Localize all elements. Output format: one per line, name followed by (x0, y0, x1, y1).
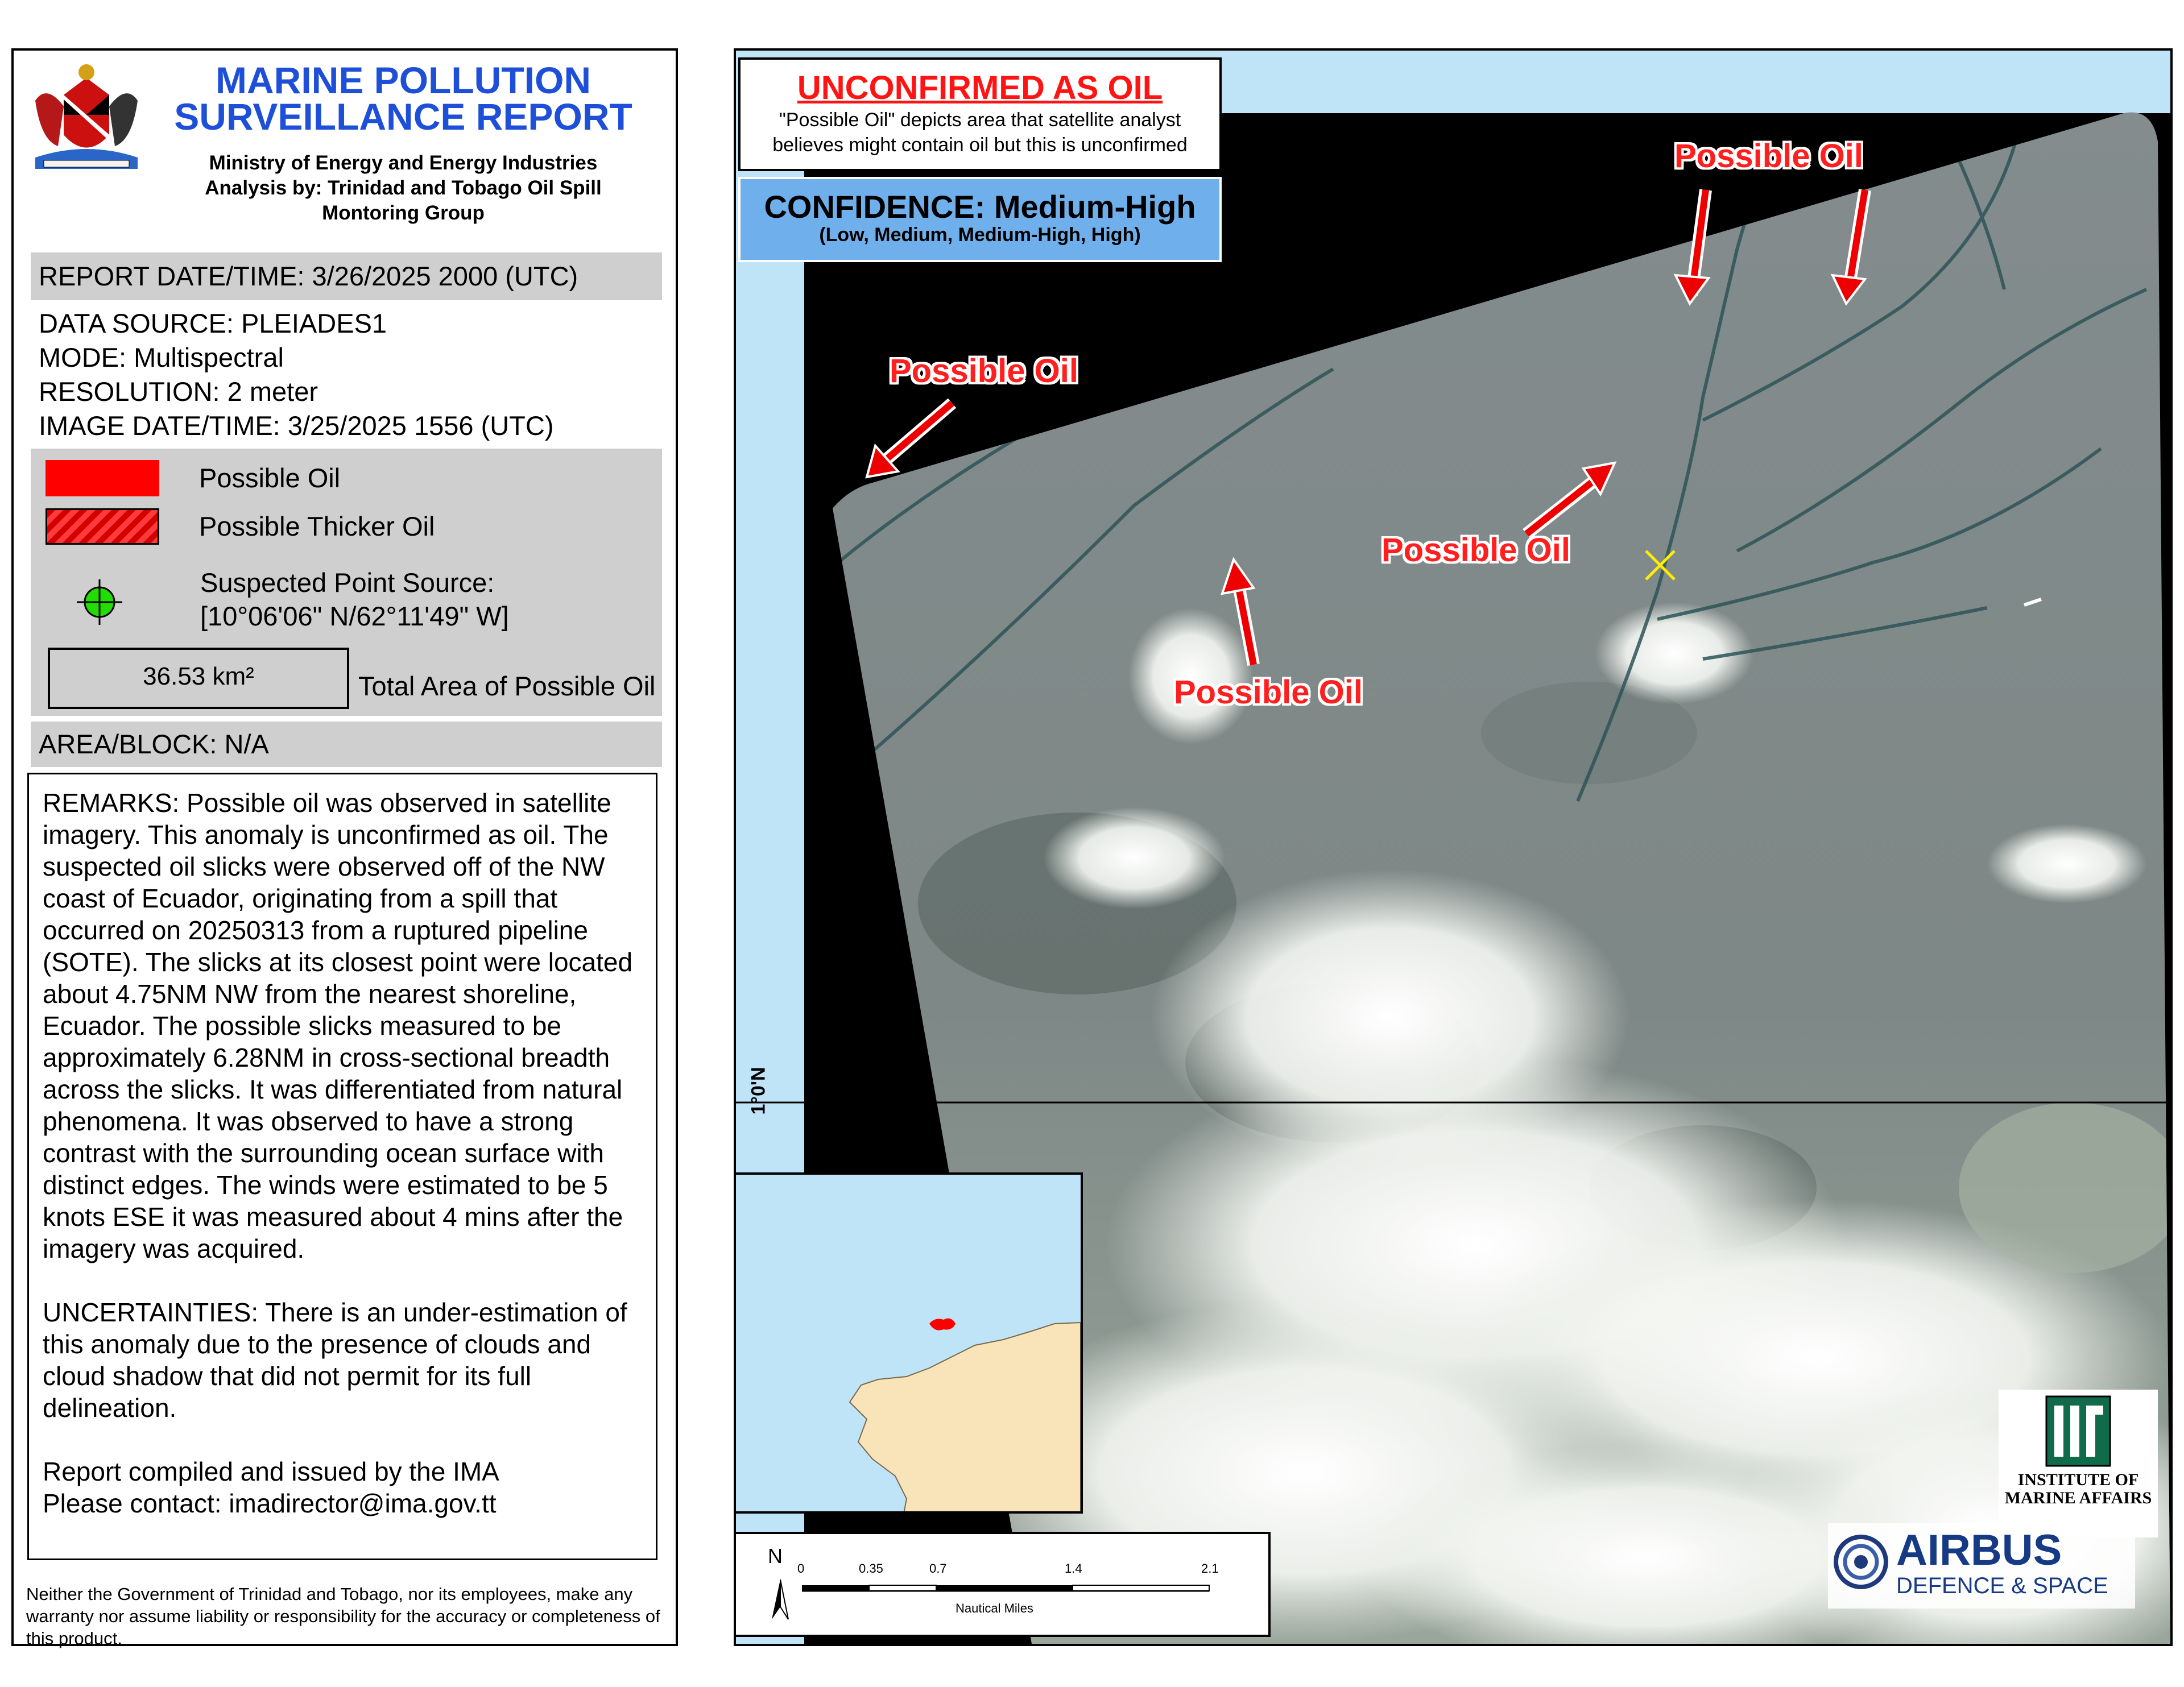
callout-possible-oil-1: Possible Oil (890, 353, 1078, 389)
total-area-label: Total Area of Possible Oil (358, 671, 656, 701)
ima-emblem-icon (2044, 1394, 2112, 1468)
confidence-scale: (Low, Medium, Medium-High, High) (819, 224, 1141, 246)
ministry-name: Ministry of Energy and Energy Industries (209, 152, 598, 174)
callout-possible-oil-4: Possible Oil (1674, 138, 1863, 175)
callout-possible-oil-3: Possible Oil (1381, 532, 1570, 569)
remarks-box (27, 773, 657, 1560)
north-arrow-label: N (768, 1544, 783, 1568)
scale-units: Nautical Miles (956, 1601, 1033, 1615)
satellite-map[interactable] (734, 48, 2173, 1646)
ima-logo (1999, 1390, 2158, 1537)
airbus-name: AIRBUS (1896, 1526, 2062, 1574)
compiled-by: Report compiled and issued by the IMA (43, 1457, 499, 1486)
scale-bar-graphic (736, 1534, 1268, 1636)
legend-point-source-label: Suspected Point Source: (200, 567, 495, 598)
scale-tick-1: 0.35 (859, 1561, 883, 1576)
ima-name-line1: INSTITUTE OF (2017, 1470, 2139, 1489)
total-area-value: 36.53 km² (143, 662, 254, 690)
area-block: AREA/BLOCK: N/A (39, 729, 269, 759)
report-title-line1: MARINE POLLUTION (216, 59, 591, 101)
report-panel (11, 48, 678, 1646)
image-datetime: IMAGE DATE/TIME: 3/25/2025 1556 (UTC) (39, 411, 554, 441)
analysis-line1: Analysis by: Trinidad and Tobago Oil Spill (205, 177, 602, 199)
legend-box (31, 449, 662, 716)
analysis-line2: Montoring Group (322, 202, 485, 224)
possible-oil-swatch (46, 460, 159, 496)
uncertainties-text: UNCERTAINTIES: There is an under-estimation of this anomaly due to the presence of clouds and cloud shadow that did not permit for its full delineation. (43, 1298, 627, 1423)
image-resolution: RESOLUTION: 2 meter (39, 376, 318, 407)
area-block-bar (31, 722, 662, 767)
latitude-label: 1°0'N (747, 1067, 770, 1115)
report-datetime-bar (31, 252, 662, 300)
data-source: DATA SOURCE: PLEIADES1 (39, 308, 387, 338)
unconfirmed-box (738, 57, 1222, 171)
imaging-mode: MODE: Multispectral (39, 342, 284, 372)
point-source-icon (74, 577, 125, 628)
unconfirmed-title: UNCONFIRMED AS OIL (797, 69, 1163, 106)
confidence-level: CONFIDENCE: Medium-High (764, 189, 1196, 225)
legend-point-source-coords: [10°06'06" N/62°11'49" W] (200, 601, 509, 631)
confidence-box (738, 177, 1222, 262)
report-title-line2: SURVEILLANCE REPORT (174, 96, 632, 138)
contact-email[interactable]: Please contact: imadirector@ima.gov.tt (43, 1489, 497, 1518)
scale-tick-4: 2.1 (1201, 1561, 1219, 1576)
legend-thicker-oil: Possible Thicker Oil (199, 511, 435, 541)
inset-map-graphic (736, 1175, 1081, 1514)
report-datetime: REPORT DATE/TIME: 3/26/2025 2000 (UTC) (39, 261, 578, 291)
scale-tick-2: 0.7 (929, 1561, 947, 1576)
airbus-division: DEFENCE & SPACE (1896, 1573, 2108, 1598)
airbus-logo (1828, 1523, 2135, 1609)
disclaimer: Neither the Government of Trinidad and Tobago, nor its employees, make any warranty nor assume liability or responsibility for the accuracy or completeness of this product. (26, 1584, 660, 1648)
ima-name-line2: MARINE AFFAIRS (2004, 1489, 2152, 1507)
callout-possible-oil-2: Possible Oil (1174, 674, 1363, 711)
scale-tick-3: 1.4 (1065, 1561, 1082, 1576)
coat-of-arms-logo (24, 61, 149, 175)
scale-tick-0: 0 (797, 1561, 805, 1576)
thicker-oil-swatch (46, 508, 159, 545)
remarks-text: REMARKS: Possible oil was observed in satellite imagery. This anomaly is unconfirmed as oil. The suspected oil slicks were observed off of the NW coast of Ecuador, originating from a spill that occurred on 20250313 from a ruptured pipeline (SOTE). The slicks at its closest point were located about 4.75NM NW from the nearest shoreline, Ecuador. The possible slicks measured to be approximately 6.28NM in cross-sectional breadth across the slicks. It was differentiated from natural phenomena. It was observed to have a strong contrast with the surrounding ocean surface with distinct edges. The winds were estimated to be 5 knots ESE it was measured about 4 mins after the imagery was acquired. (43, 788, 633, 1263)
inset-locator-map[interactable] (736, 1172, 1083, 1514)
legend-possible-oil: Possible Oil (199, 463, 341, 493)
scale-bar (736, 1532, 1271, 1637)
unconfirmed-line2: believes might contain oil but this is unconfirmed (772, 134, 1188, 156)
unconfirmed-line1: "Possible Oil" depicts area that satellite analyst (779, 109, 1181, 131)
airbus-swirl-icon (1833, 1533, 1889, 1590)
total-area-box (48, 648, 349, 709)
